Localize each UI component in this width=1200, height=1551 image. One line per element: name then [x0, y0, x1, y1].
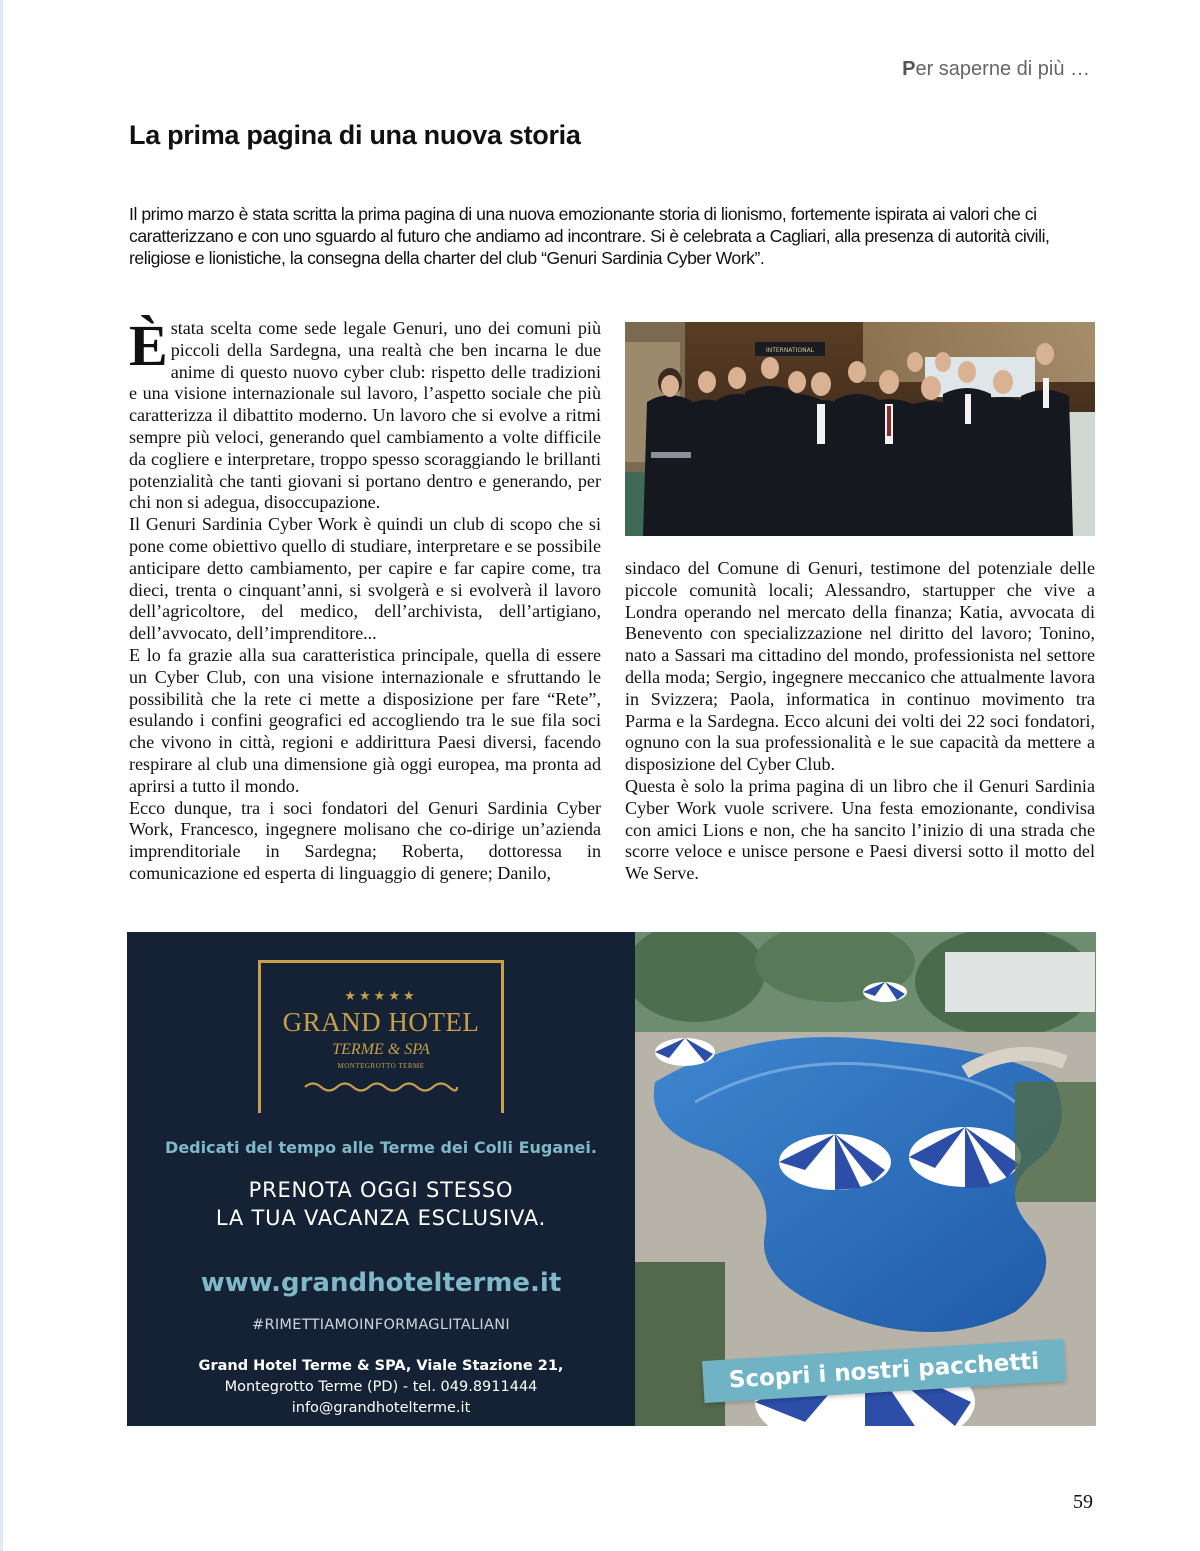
article-paragraph-4: Ecco dunque, tra i soci fondatori del Genuri Sardinia Cyber Work, Francesco, ingegnere molisano che co-dirige un’azienda imprenditoriale in Sardegna; Roberta, dottoressa in comunicazione ed esperta di linguaggio di genere; Danilo,: [129, 797, 601, 883]
section-label-initial: P: [902, 58, 916, 80]
article-column-right: [625, 558, 1095, 885]
article-paragraph-1: [129, 313, 601, 514]
section-label-rest: er saperne di più …: [915, 58, 1090, 80]
ad-hashtag: #RIMETTIAMOINFORMAGLITALIANI: [252, 1317, 510, 1333]
ad-cta: [127, 1176, 635, 1232]
pool-photo: [635, 932, 1096, 1426]
ad-address-line-2: Montegrotto Terme (PD) - tel. 049.8911444: [224, 1379, 538, 1395]
ad-text-panel: [127, 932, 635, 1426]
page-edge-strip: [0, 0, 3, 1551]
ad-website-link[interactable]: www.grandhotelterme.it: [200, 1268, 562, 1298]
ad-tagline: Dedicati del tempo alle Terme dei Colli Euganei.: [165, 1138, 597, 1157]
ad-cta-line-1: PRENOTA OGGI STESSO: [248, 1178, 514, 1202]
section-label: [902, 58, 1090, 81]
article-paragraph-5: sindaco del Comune di Genuri, testimone del potenziale delle piccole comunità locali; Alessandro, startupper che vive a Londra operando nel mercato della finanza; Katia, avvocata di Benevento con specializzazione nel diritto del lavoro; Tonino, nato a Sassari ma cittadino del mondo, professionista nel settore della moda; Sergio, ingegnere meccanico che attualmente lavora in Svizzera; Paola, informatica in continuo movimento tra Parma e la Sardegna. Ecco alcuni dei volti dei 22 soci fondatori, ognuno con la sua professionalità e le sue capacità da mettere a disposizione del Cyber Club.: [625, 558, 1095, 775]
logo-name: GRAND HOTEL: [282, 1007, 480, 1037]
article-paragraph-6: Questa è solo la prima pagina di un libro che il Genuri Sardinia Cyber Work vuole scrivere. Una festa emozionante, condivisa con amici Lions e non, che ha sancito l’inizio di una strada che scorre veloce e unisce persone e Paesi diversi sotto il motto del We Serve.: [625, 775, 1095, 884]
logo-stars: ★★★★★: [344, 989, 418, 1004]
article-intro: Il primo marzo è stata scritta la prima pagina di una nuova emozionante storia di lionismo, fortemente ispirata ai valori che ci caratterizzano e con uno sguardo al futuro che andiamo ad incontrare. Si è celebrata a Cagliari, alla presenza di autorità civili, religiose e lionistiche, la consegna della charter del club “Genuri Sardinia Cyber Work”.: [129, 204, 1050, 268]
page-number: 59: [1073, 1491, 1093, 1513]
ad-cta-line-2: LA TUA VACANZA ESCLUSIVA.: [215, 1206, 547, 1230]
article-paragraph-2: Il Genuri Sardinia Cyber Work è quindi un club di scopo che si pone come obiettivo quello di studiare, interpretare e se possibile anticipare detto cambiamento, per capire e far capire come, tra dieci, trenta o cinquant’anni, si svolgerà e si evolverà il lavoro dell’agricoltore, del medico, dell’archivista, dell’artigiano, dell’avvocato, dell’imprenditore...: [129, 514, 601, 644]
ad-address-line-1: Grand Hotel Terme & SPA, Viale Stazione 21,: [198, 1358, 564, 1374]
group-photo: [625, 322, 1095, 536]
article-paragraph-3: E lo fa grazie alla sua caratteristica principale, quella di essere un Cyber Club, con una visione internazionale e sfruttando le possibilità che la rete ci mette a disposizione per fare “Rete”, esulando i confini geografici ed accogliendo tra le sue fila soci che vivono in città, regioni e addirittura Paesi diversi, facendo respirare al club una dimensione già oggi europea, ma pronta ad aprirsi a tutto il mondo.: [129, 644, 601, 796]
drop-cap: È: [129, 313, 168, 378]
discover-packages-button[interactable]: Scopri i nostri pacchetti: [702, 1339, 1066, 1403]
photo-banner-text: INTERNATIONAL: [765, 347, 815, 354]
hotel-logo: [258, 960, 504, 1113]
logo-subtitle: TERME & SPA: [332, 1041, 430, 1058]
wave-icon: [303, 1080, 459, 1094]
article-column-left: [129, 313, 601, 885]
logo-place: MONTEGROTTO TERME: [337, 1062, 425, 1070]
hotel-advertisement: [127, 932, 1096, 1426]
article-paragraph-1-text: stata scelta come sede legale Genuri, uno dei comuni più piccoli della Sardegna, una realtà che ben incarna le due anime di questo nuovo cyber club: rispetto delle tradizioni e una visione internazionale sul lavoro, l’aspetto sociale che più caratterizza il dibattito moderno. Un lavoro che si evolve a ritmi sempre più veloci, generando quel cambiamento a volte difficile da cogliere e interpretare, troppo spesso scoraggiando le brillanti potenzialità che tanti giovani si portano dentro e generando, per chi non si adegua, disoccupazione.: [129, 318, 601, 513]
article-title: La prima pagina di una nuova storia: [129, 120, 581, 150]
ad-email[interactable]: info@grandhotelterme.it: [291, 1400, 471, 1416]
